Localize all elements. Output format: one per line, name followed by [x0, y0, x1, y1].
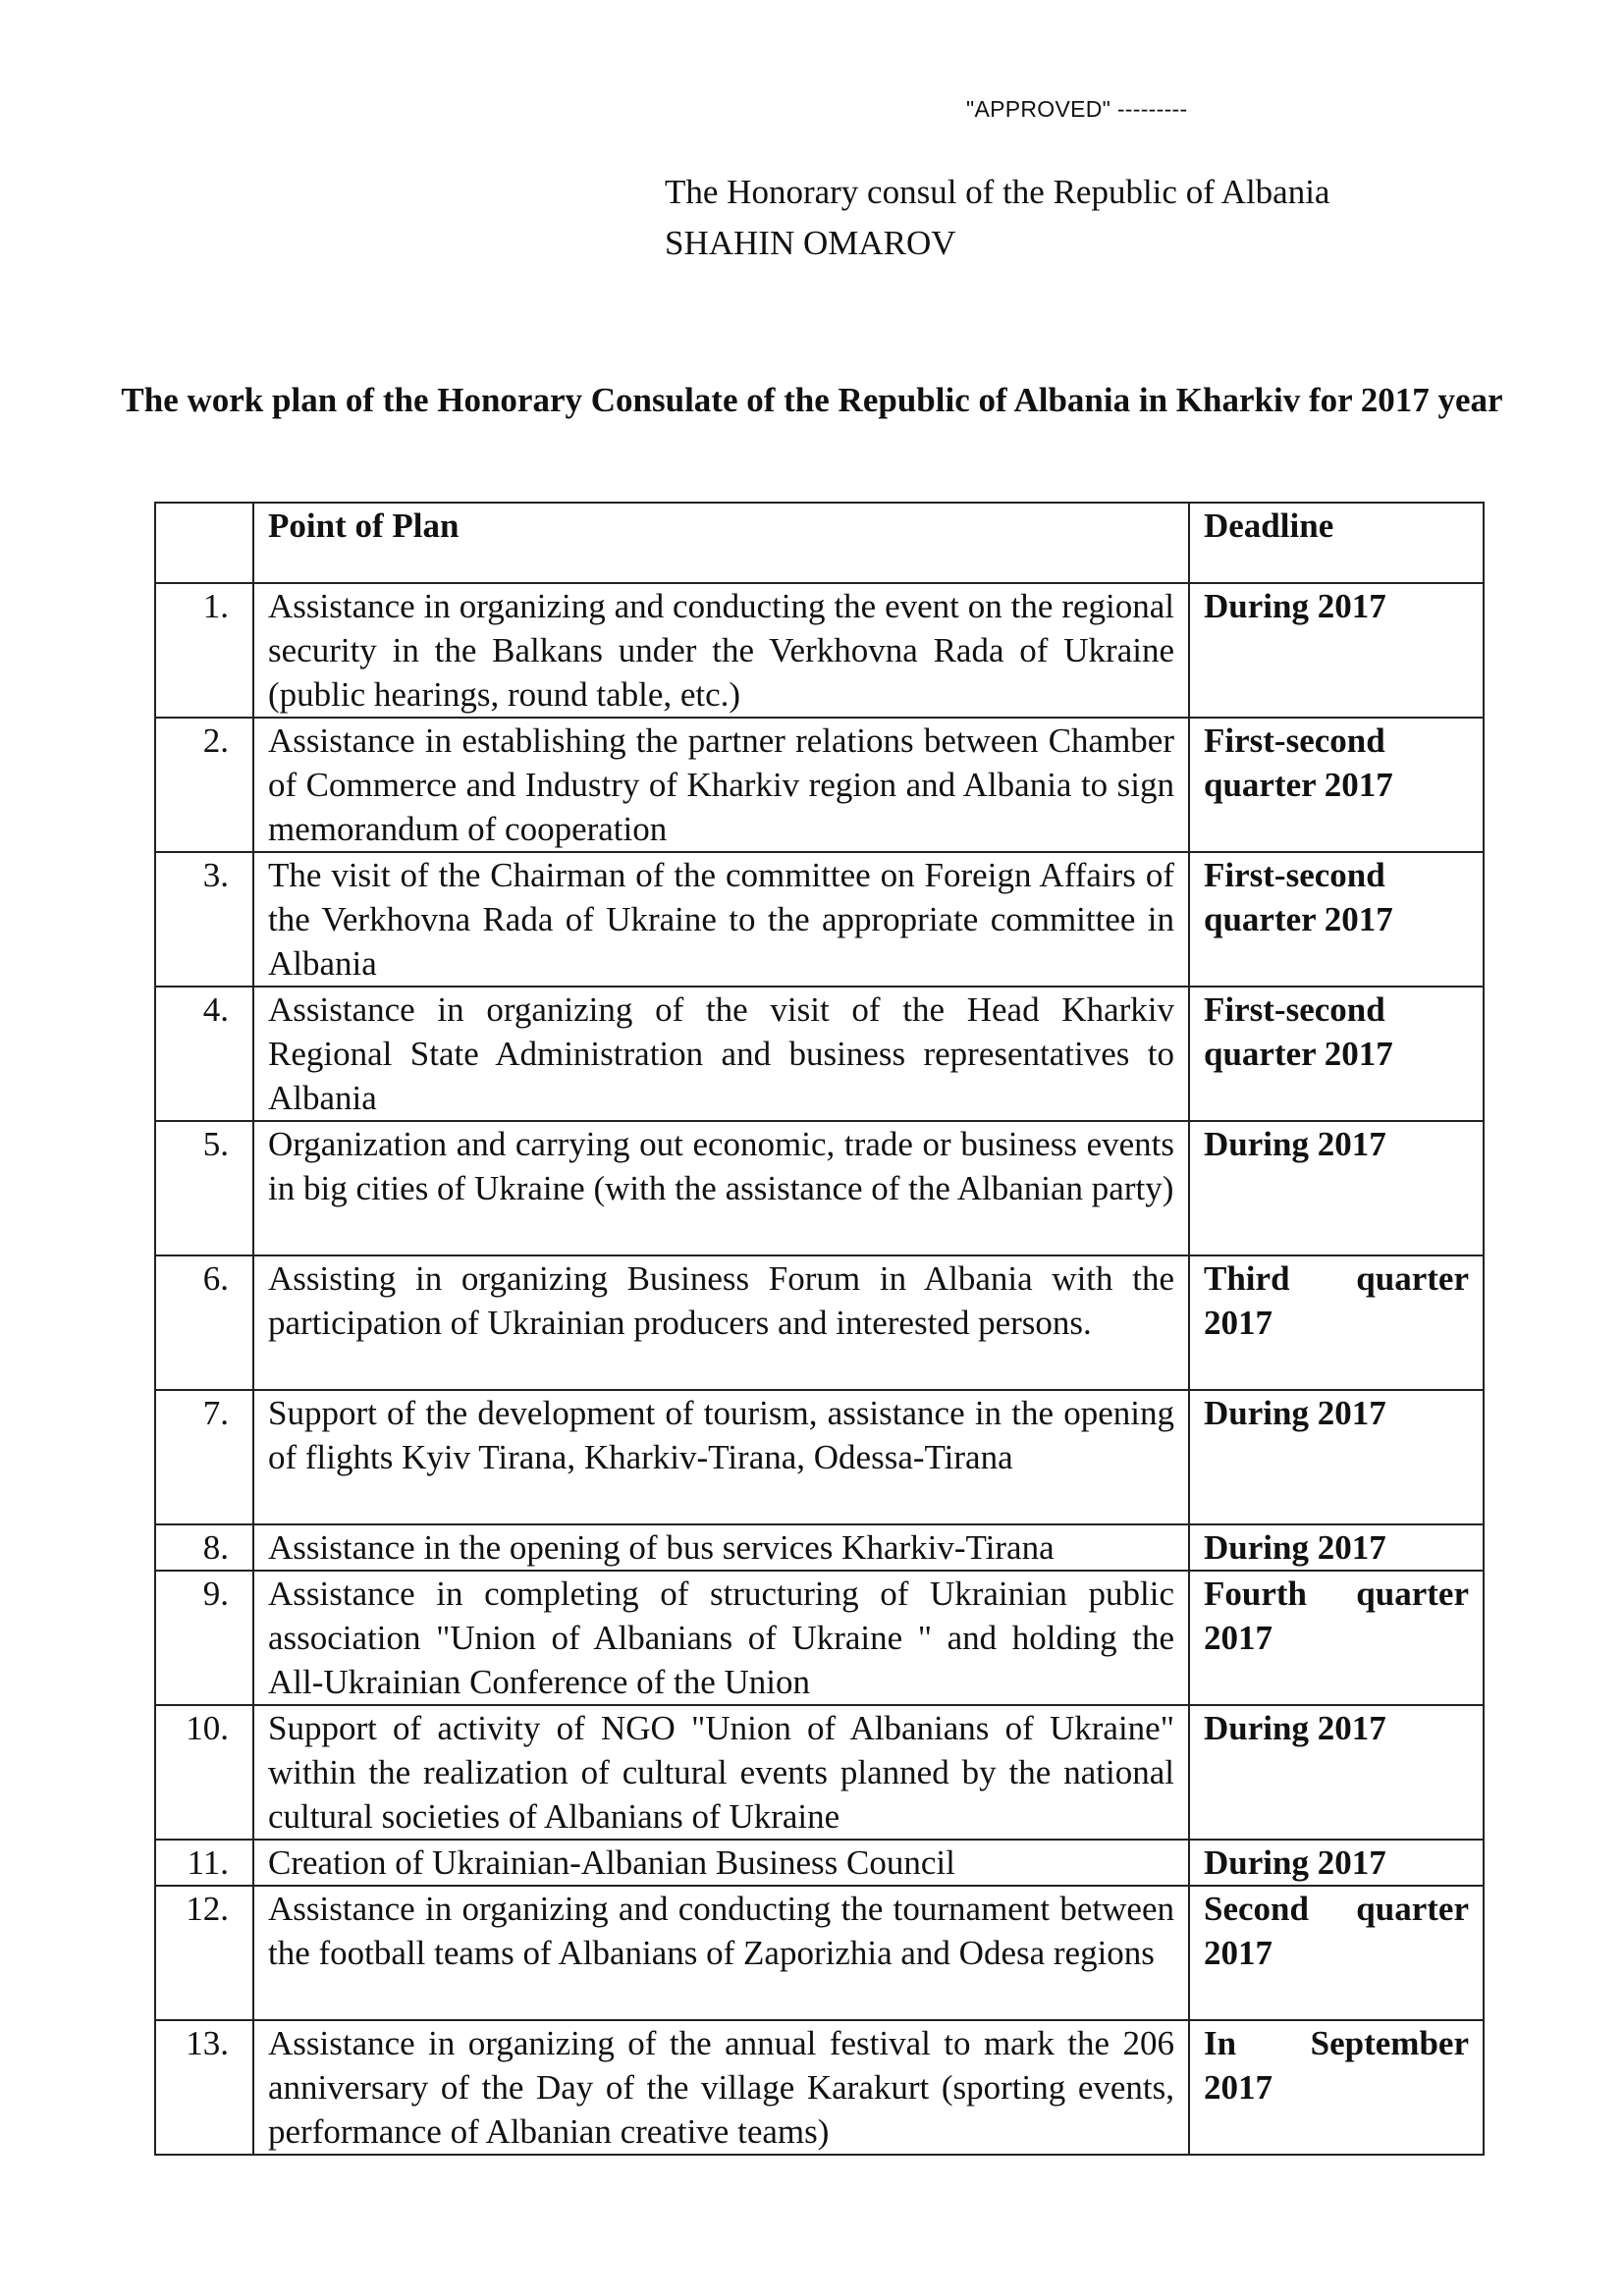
row-deadline: Third quarter 2017 [1189, 1255, 1484, 1390]
row-point-of-plan: Assistance in organizing of the annual festival to mark the 206 anniversary of the Day of the village Karakurt (sporting events, performance of Albanian creative teams) [253, 2020, 1189, 2155]
consul-signature-block [665, 167, 1329, 269]
row-number: 12. [155, 1886, 253, 2020]
row-point-of-plan: Assistance in organizing and conducting the event on the regional security in the Balkans under the Verkhovna Rada of Ukraine (public hearings, round table, etc.) [253, 583, 1189, 718]
row-deadline: During 2017 [1189, 1121, 1484, 1255]
row-point-of-plan: Assistance in organizing and conducting the tournament between the football teams of Albanians of Zaporizhia and Odesa regions [253, 1886, 1189, 2020]
row-deadline: Second quarter 2017 [1189, 1886, 1484, 2020]
table-row [155, 583, 1484, 718]
table-row [155, 1571, 1484, 1705]
row-number: 1. [155, 583, 253, 718]
consul-name: SHAHIN OMAROV [665, 224, 956, 262]
table-row [155, 1121, 1484, 1255]
table-row [155, 1524, 1484, 1571]
row-deadline: During 2017 [1189, 1390, 1484, 1524]
table-row [155, 852, 1484, 987]
row-number: 11. [155, 1840, 253, 1886]
row-deadline: During 2017 [1189, 583, 1484, 718]
row-point-of-plan: Creation of Ukrainian-Albanian Business Council [253, 1840, 1189, 1886]
row-deadline: During 2017 [1189, 1840, 1484, 1886]
row-point-of-plan: Assisting in organizing Business Forum in Albania with the participation of Ukrainian producers and interested persons. [253, 1255, 1189, 1390]
row-point-of-plan: Support of the development of tourism, assistance in the opening of flights Kyiv Tirana, Kharkiv-Tirana, Odessa-Tirana [253, 1390, 1189, 1524]
header-deadline: Deadline [1189, 503, 1484, 583]
work-plan-table [154, 502, 1485, 2156]
row-number: 7. [155, 1390, 253, 1524]
row-number: 3. [155, 852, 253, 987]
document-title: The work plan of the Honorary Consulate of the Republic of Albania in Kharkiv for 2017 year [121, 381, 1503, 419]
header-point-of-plan: Point of Plan [253, 503, 1189, 583]
row-deadline: In September 2017 [1189, 2020, 1484, 2155]
row-number: 2. [155, 718, 253, 852]
row-point-of-plan: Assistance in organizing of the visit of the Head Kharkiv Regional State Administration and business representatives to Albania [253, 987, 1189, 1121]
row-deadline: First-second quarter 2017 [1189, 987, 1484, 1121]
row-number: 4. [155, 987, 253, 1121]
table-row [155, 1390, 1484, 1524]
row-point-of-plan: Assistance in establishing the partner relations between Chamber of Commerce and Industry of Kharkiv region and Albania to sign memorandum of cooperation [253, 718, 1189, 852]
approved-stamp: "APPROVED" --------- [966, 96, 1188, 122]
row-number: 6. [155, 1255, 253, 1390]
row-point-of-plan: Support of activity of NGO "Union of Albanians of Ukraine" within the realization of cultural events planned by the national cultural societies of Albanians of Ukraine [253, 1705, 1189, 1840]
row-point-of-plan: The visit of the Chairman of the committee on Foreign Affairs of the Verkhovna Rada of Ukraine to the appropriate committee in Albania [253, 852, 1189, 987]
table-header-row [155, 503, 1484, 583]
row-number: 10. [155, 1705, 253, 1840]
table-row [155, 1705, 1484, 1840]
row-deadline: First-second quarter 2017 [1189, 718, 1484, 852]
row-point-of-plan: Organization and carrying out economic, trade or business events in big cities of Ukraine (with the assistance of the Albanian party) [253, 1121, 1189, 1255]
table-row [155, 2020, 1484, 2155]
row-deadline: First-second quarter 2017 [1189, 852, 1484, 987]
table-row [155, 1255, 1484, 1390]
header-number-cell [155, 503, 253, 583]
row-deadline: During 2017 [1189, 1705, 1484, 1840]
table-row [155, 718, 1484, 852]
row-number: 8. [155, 1524, 253, 1571]
table-row [155, 987, 1484, 1121]
table-row [155, 1840, 1484, 1886]
table-row [155, 1886, 1484, 2020]
consul-title: The Honorary consul of the Republic of Albania [665, 173, 1330, 211]
row-number: 5. [155, 1121, 253, 1255]
row-number: 9. [155, 1571, 253, 1705]
row-number: 13. [155, 2020, 253, 2155]
row-point-of-plan: Assistance in completing of structuring of Ukrainian public association "Union of Albanians of Ukraine " and holding the All-Ukrainian Conference of the Union [253, 1571, 1189, 1705]
row-deadline: During 2017 [1189, 1524, 1484, 1571]
row-deadline: Fourth quarter 2017 [1189, 1571, 1484, 1705]
row-point-of-plan: Assistance in the opening of bus services Kharkiv-Tirana [253, 1524, 1189, 1571]
